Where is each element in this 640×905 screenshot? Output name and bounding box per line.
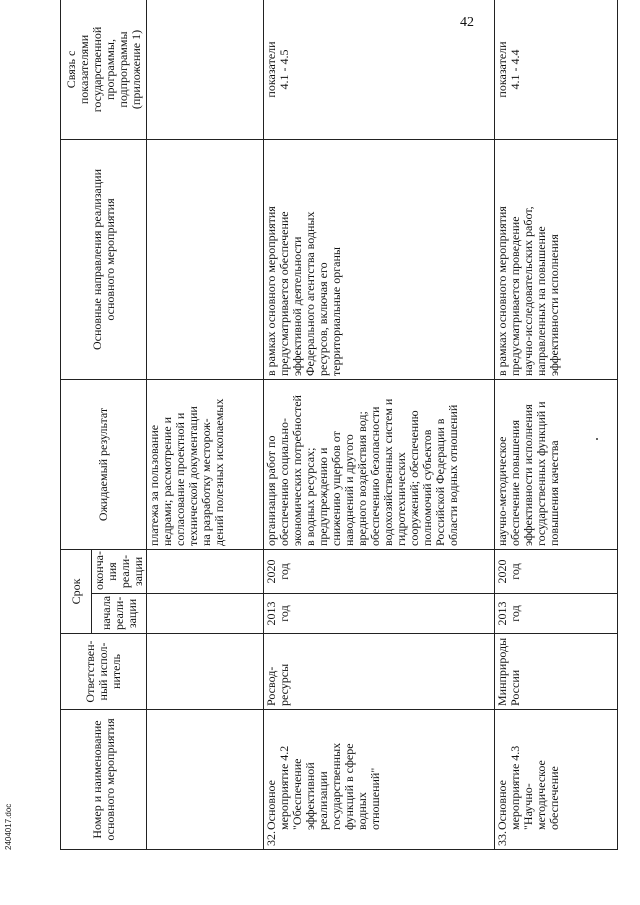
header-term: Срок [61,550,92,634]
measure-name: Основное мероприятие 4.2 "Обеспечение эффективной реализации государственных функций в сфере водных отношений" [264,742,382,830]
cell-result: организация работ по обеспечению социально- экономических потребностей в водных ресурсах; предупреждению и снижению ущербов от наводнений и другого вредного воздействия вод; обеспечению безопасности водохозяйственных систем и гидротехнических сооружений; обеспечению полномочий субъектов Российской Федерации в области водных отношений [264,380,495,550]
cell-link: показатели 4.1 - 4.5 [264,0,495,140]
cell-link: показатели 4.1 - 4.4 [495,0,618,140]
measures-table-rotated [60,0,640,850]
row-number: 33. [495,831,509,846]
table-row [264,0,495,850]
header-result: Ожидаемый результат [61,380,147,550]
cell-start: 2013 год [264,594,495,634]
header-directions: Основные направления реализации основного мероприятия [61,140,147,380]
header-executor: Ответствен- ный испол- нитель [61,634,147,710]
cell-link [147,0,264,140]
cell-executor: Росвод- ресурсы [264,634,495,710]
cell-measure [495,710,618,850]
cell-executor: Минприроды России [495,634,618,710]
header-row-1 [61,0,92,850]
cell-start: 2013 год [495,594,618,634]
page-number: 42 [460,15,474,30]
cell-measure [147,710,264,850]
cell-measure [264,710,495,850]
header-measure: Номер и наименование основного мероприятия [61,710,147,850]
cell-end: 2020 год [495,550,618,594]
cell-executor [147,634,264,710]
cell-end: 2020 год [264,550,495,594]
measures-table [60,0,618,850]
footer-filename: 2404017.doc [4,803,13,850]
cell-directions: в рамках основного мероприятия предусматривается проведение научно-исследовательских работ, направленных на повышение эффективности исполнения [495,140,618,380]
measure-name: Основное мероприятие 4.3 "Научно- методическое обеспечение [495,745,561,830]
table-row [495,0,618,850]
header-end: оконча- ния реали- зации [92,550,147,594]
cell-directions [147,140,264,380]
cell-result: научно-методическое обеспечение повышения эффективности исполнения государственных функций и повышения качества [495,380,618,550]
page-mark [596,438,598,440]
cell-end [147,550,264,594]
header-start: начала реали- зации [92,594,147,634]
header-link: Связь с показателями государственной программы, подпрограммы (приложение 1) [61,0,147,140]
table-row-continuation [147,0,264,850]
cell-start [147,594,264,634]
row-number: 32. [264,831,278,846]
cell-directions: в рамках основного мероприятия предусматривается обеспечение эффективной деятельности Федерального агентства водных ресурсов, включая его территориальные органы [264,140,495,380]
cell-result: платежа за пользование недрами; рассмотрение и согласование проектной и технической документации на разработку месторож- дений полезных ископаемых [147,380,264,550]
